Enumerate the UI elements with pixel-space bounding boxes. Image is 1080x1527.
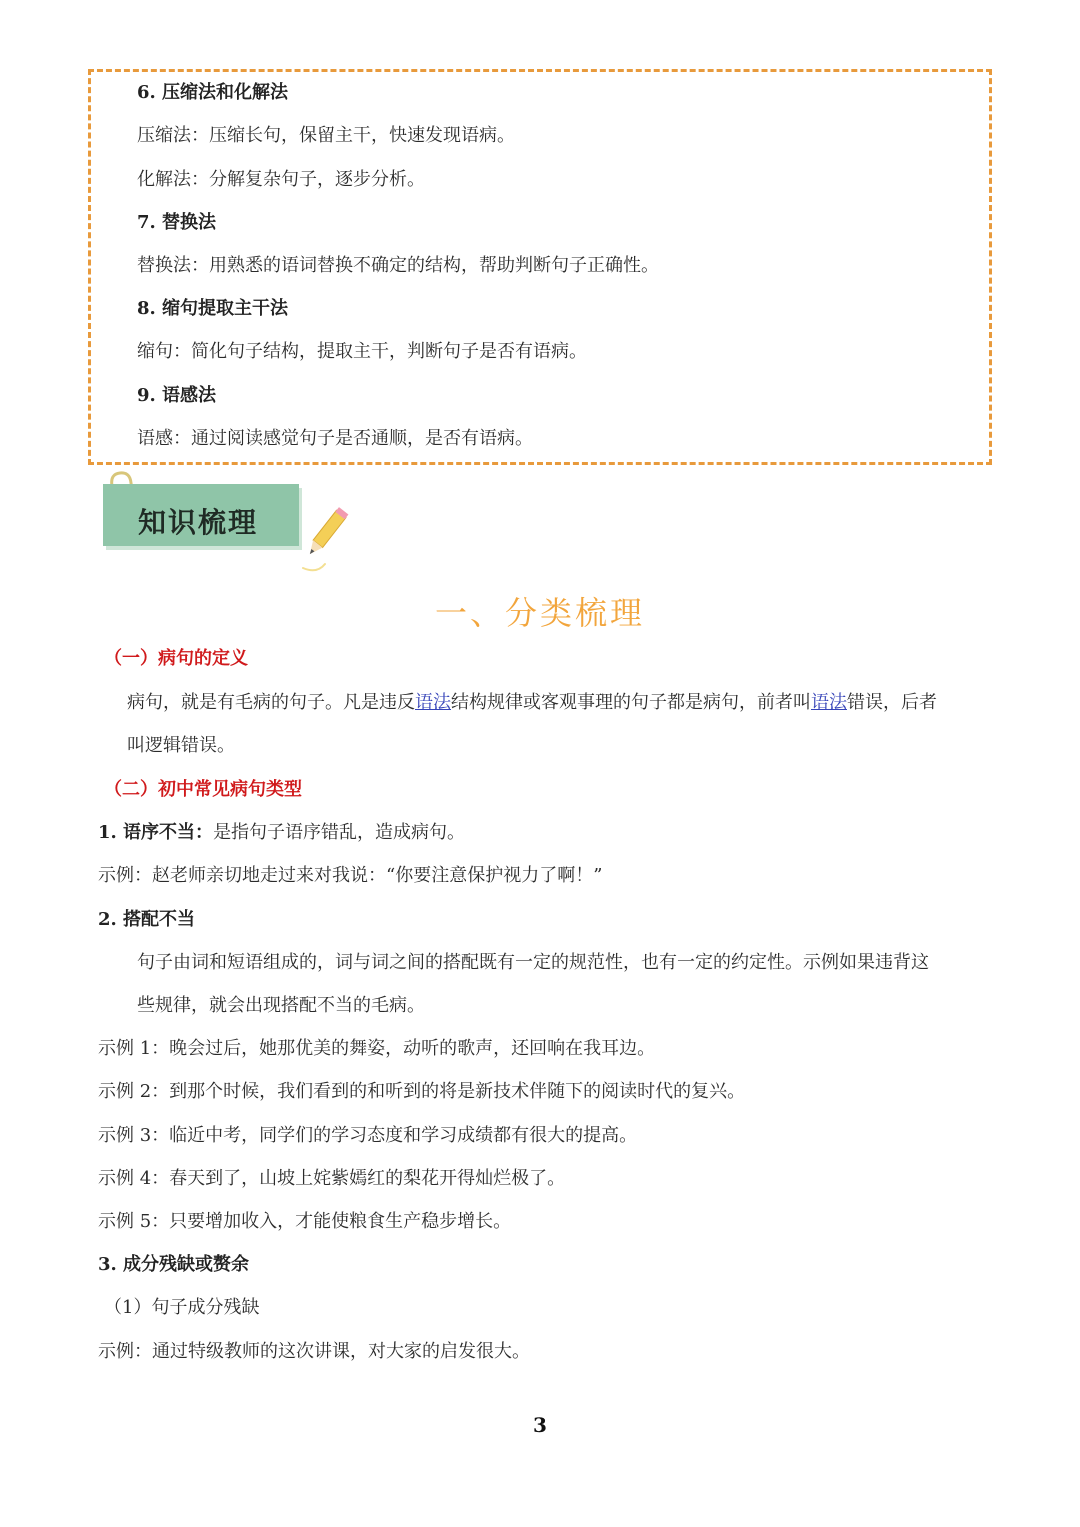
type-2-example-2: 示例 2：到那个时候，我们看到的和听到的将是新技术伴随下的阅读时代的复兴。 <box>98 1081 746 1102</box>
method-6-line-1: 压缩法：压缩长句，保留主干，快速发现语病。 <box>137 125 515 146</box>
definition-heading: （一）病句的定义 <box>104 648 248 669</box>
type-3-subheading: （1）句子成分残缺 <box>104 1297 260 1318</box>
type-1-label: 1. 语序不当： <box>98 822 214 843</box>
definition-paragraph-line-2: 叫逻辑错误。 <box>127 735 235 756</box>
method-9-line-1: 语感：通过阅读感觉句子是否通顺，是否有语病。 <box>137 428 533 449</box>
section-title: 一、分类梳理 <box>434 594 645 632</box>
method-8-title: 8. 缩句提取主干法 <box>137 298 289 319</box>
type-1-text: 是指句子语序错乱，造成病句。 <box>213 822 466 843</box>
type-2-example-5: 示例 5：只要增加收入，才能使粮食生产稳步增长。 <box>98 1211 512 1232</box>
method-6-title: 6. 压缩法和化解法 <box>137 82 289 103</box>
definition-text-b: 结构规律或客观事理的句子都是病句，前者叫 <box>451 692 811 713</box>
types-heading: （二）初中常见病句类型 <box>104 779 302 800</box>
type-2-example-3: 示例 3：临近中考，同学们的学习态度和学习成绩都有很大的提高。 <box>98 1125 638 1146</box>
type-1-line <box>98 821 465 845</box>
banner-label: 知识梳理 <box>138 506 259 539</box>
method-9-title: 9. 语感法 <box>137 385 217 406</box>
pencil-icon <box>295 502 353 574</box>
method-7-line-1: 替换法：用熟悉的语词替换不确定的结构，帮助判断句子正确性。 <box>137 255 659 276</box>
type-3-title: 3. 成分残缺或赘余 <box>98 1254 250 1275</box>
type-2-title: 2. 搭配不当 <box>98 909 196 930</box>
type-2-example-4: 示例 4：春天到了，山坡上姹紫嫣红的梨花开得灿烂极了。 <box>98 1168 566 1189</box>
type-2-example-1: 示例 1：晚会过后，她那优美的舞姿，动听的歌声，还回响在我耳边。 <box>98 1038 656 1059</box>
type-1-example: 示例：赵老师亲切地走过来对我说：“你要注意保护视力了啊！” <box>98 865 603 886</box>
grammar-link-2[interactable]: 语法 <box>811 692 847 713</box>
method-7-title: 7. 替换法 <box>137 212 217 233</box>
type-3-example: 示例：通过特级教师的这次讲课，对大家的启发很大。 <box>98 1341 530 1362</box>
definition-text-a: 病句，就是有毛病的句子。凡是违反 <box>127 692 415 713</box>
page-number: 3 <box>533 1413 547 1437</box>
definition-text-c: 错误，后者 <box>847 692 937 713</box>
definition-paragraph-line-1 <box>127 691 937 715</box>
grammar-link-1[interactable]: 语法 <box>415 692 451 713</box>
method-8-line-1: 缩句：简化句子结构，提取主干，判断句子是否有语病。 <box>137 341 587 362</box>
type-2-paragraph-line-1: 句子由词和短语组成的，词与词之间的搭配既有一定的规范性，也有一定的约定性。示例如果违背这 <box>137 952 929 973</box>
type-2-paragraph-line-2: 些规律，就会出现搭配不当的毛病。 <box>137 995 425 1016</box>
method-6-line-2: 化解法：分解复杂句子，逐步分析。 <box>137 169 425 190</box>
